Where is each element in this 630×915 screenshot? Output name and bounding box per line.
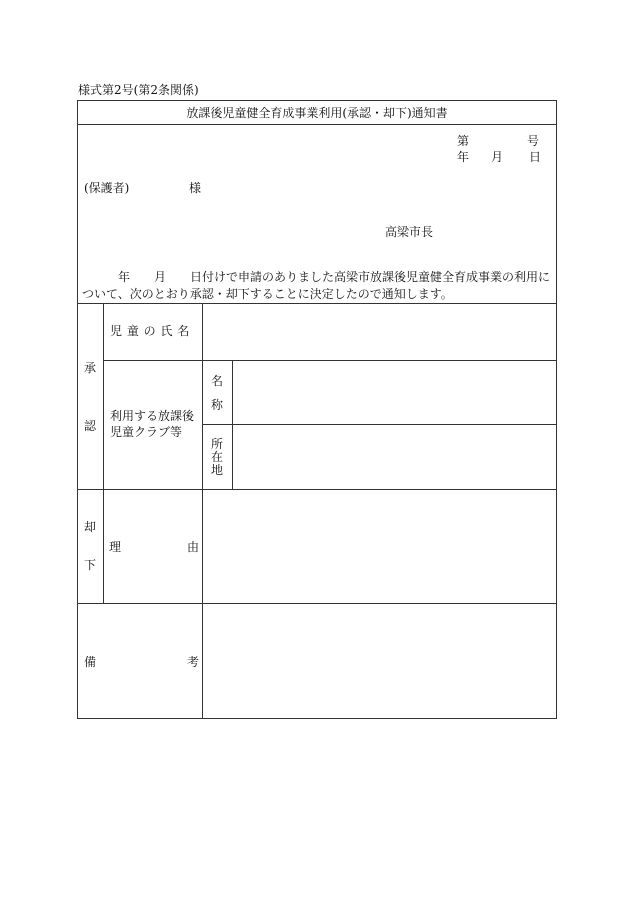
approval-label-2: 認 bbox=[83, 419, 96, 433]
rejection-label-1: 却 bbox=[83, 520, 96, 534]
issuer-name: 高梁市長 bbox=[385, 225, 434, 239]
reason-label-2: 由 bbox=[187, 540, 200, 554]
notice-line-1: 年 月 日付けで申請のありました高梁市放課後児童健全育成事業の利用に bbox=[118, 270, 551, 284]
club-address-label-3: 地 bbox=[210, 463, 223, 477]
club-label-line-1: 利用する放課後 bbox=[110, 409, 195, 423]
remarks-field[interactable] bbox=[203, 604, 556, 718]
child-name-field[interactable] bbox=[203, 304, 556, 360]
addressee-sama: 様 bbox=[189, 181, 202, 195]
doc-number-go: 号 bbox=[527, 134, 540, 148]
date-year: 年 bbox=[457, 150, 470, 164]
club-name-label-1: 名 bbox=[210, 374, 223, 388]
rejection-reason-field[interactable] bbox=[203, 490, 556, 603]
side-label-column-line bbox=[103, 303, 104, 604]
club-address-label-2: 在 bbox=[210, 450, 223, 464]
addressee-guardian: (保護者) bbox=[84, 181, 130, 195]
table-top-border bbox=[77, 100, 557, 101]
remarks-label-1: 備 bbox=[84, 655, 97, 669]
table-bottom-border bbox=[77, 718, 557, 719]
club-address-label-1: 所 bbox=[210, 437, 223, 451]
date-day: 日 bbox=[529, 150, 542, 164]
date-month: 月 bbox=[491, 150, 504, 164]
club-name-field[interactable] bbox=[233, 361, 556, 424]
form-number: 様式第2号(第2条関係) bbox=[78, 83, 199, 97]
document-title: 放課後児童健全育成事業利用(承認・却下)通知書 bbox=[186, 106, 448, 120]
club-address-field[interactable] bbox=[233, 425, 556, 489]
remarks-label-2: 考 bbox=[187, 655, 200, 669]
table-right-border bbox=[556, 100, 557, 719]
table-left-border bbox=[77, 100, 78, 719]
club-name-label-2: 称 bbox=[210, 398, 223, 412]
reason-label-1: 理 bbox=[109, 540, 122, 554]
child-name-label: 児 童 の 氏 名 bbox=[110, 324, 190, 338]
title-divider bbox=[77, 124, 557, 125]
approval-label-1: 承 bbox=[83, 361, 96, 375]
doc-number-dai: 第 bbox=[457, 134, 470, 148]
club-label-line-2: 児童クラブ等 bbox=[110, 425, 183, 439]
rejection-label-2: 下 bbox=[83, 558, 96, 572]
notice-line-2: ついて、次のとおり承認・却下することに決定したので通知します。 bbox=[82, 287, 453, 301]
